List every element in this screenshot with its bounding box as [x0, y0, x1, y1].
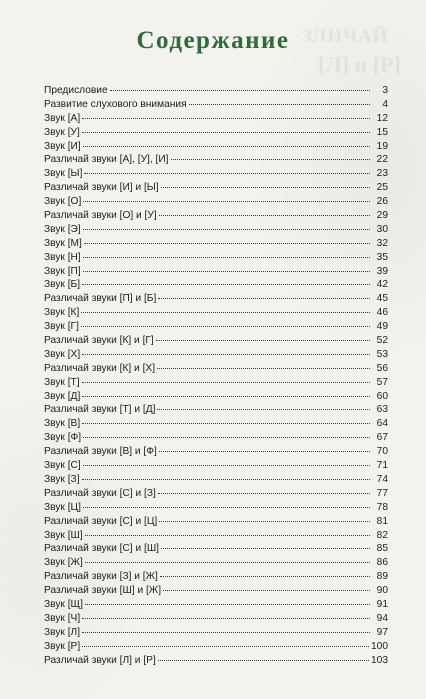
toc-entry-page: 97 [376, 626, 388, 638]
toc-entry [44, 542, 388, 556]
toc-entry-label: Различай звуки [В] и [Ф] [44, 446, 157, 458]
toc-entry-label: Звук [О] [44, 196, 82, 208]
toc-entry [44, 112, 388, 126]
toc-entry [44, 501, 388, 515]
toc-entry-label: Звук [А] [44, 112, 81, 124]
dot-leader [83, 145, 370, 147]
toc-entry [44, 445, 388, 459]
dot-leader [83, 506, 370, 508]
toc-entry [44, 334, 388, 348]
dot-leader [83, 464, 370, 466]
toc-entry-page: 71 [376, 460, 388, 472]
bleed-through-text: ЗЛИЧАЙ [302, 26, 389, 47]
toc-entry-label: Звук [Ш] [44, 529, 83, 541]
toc-entry-page: 70 [376, 446, 388, 458]
dot-leader [160, 575, 370, 577]
dot-leader [189, 103, 370, 105]
toc-entry-label: Различай звуки [Т] и [Д] [44, 404, 156, 416]
dot-leader [159, 520, 370, 522]
toc-entry-label: Звук [Ж] [44, 557, 83, 569]
toc-entry-label: Предисловие [44, 85, 108, 96]
toc-entry-label: Звук [Щ] [44, 598, 83, 610]
toc-entry-page: 23 [376, 168, 388, 180]
toc-entry-page: 100 [371, 640, 388, 652]
toc-entry-label: Различай звуки [К] и [Г] [44, 335, 154, 347]
toc-entry-label: Различай звуки [И] и [Ы] [44, 182, 159, 194]
toc-entry [44, 556, 388, 570]
toc-entry-page: 94 [376, 612, 388, 624]
toc-entry-page: 45 [376, 293, 388, 305]
toc-entry-page: 56 [376, 362, 388, 374]
toc-entry-label: Звук [Н] [44, 251, 81, 263]
toc-entry [44, 251, 388, 265]
toc-entry-page: 19 [376, 140, 388, 152]
toc-entry-page: 89 [376, 571, 388, 583]
dot-leader [110, 89, 370, 91]
toc-entry-label: Различай звуки [С] и [З] [44, 487, 156, 499]
dot-leader [85, 603, 370, 605]
toc-entry-page: 86 [376, 557, 388, 569]
toc-entry [44, 362, 388, 376]
toc-entry-label: Звук [К] [44, 307, 80, 319]
toc-entry-label: Звук [Х] [44, 348, 81, 360]
toc-entry-label: Различай звуки [Ш] и [Ж] [44, 585, 162, 597]
toc-entry [44, 292, 388, 306]
toc-entry [44, 598, 388, 612]
toc-entry [44, 223, 388, 237]
dot-leader [83, 436, 370, 438]
toc-entry-label: Звук [Ы] [44, 168, 83, 180]
toc-entry-label: Звук [Б] [44, 279, 81, 291]
toc-entry [44, 417, 388, 431]
dot-leader [82, 381, 370, 383]
toc-entry-page: 74 [376, 473, 388, 485]
toc-entry [44, 654, 388, 668]
toc-entry-page: 15 [376, 126, 388, 138]
toc-entry-label: Звук [Р] [44, 640, 81, 652]
dot-leader [85, 534, 370, 536]
toc-entry [44, 584, 388, 598]
dot-leader [82, 478, 370, 480]
toc-entry-page: 57 [376, 376, 388, 388]
toc-entry-page: 49 [376, 321, 388, 333]
page-title: Содержание [136, 27, 290, 54]
toc-entry-label: Звук [Ф] [44, 432, 82, 444]
toc-entry-page: 35 [376, 251, 388, 263]
toc-entry [44, 320, 388, 334]
toc-entry [44, 181, 388, 195]
toc-entry-page: 12 [376, 112, 388, 124]
toc-entry-page: 26 [376, 196, 388, 208]
toc-entry [44, 459, 388, 473]
toc-entry [44, 626, 388, 640]
toc-entry-page: 85 [376, 543, 388, 555]
toc-entry-label: Звук [С] [44, 460, 81, 472]
dot-leader [83, 256, 370, 258]
toc-entry [44, 140, 388, 154]
toc-entry-page: 42 [376, 279, 388, 291]
toc-entry-page: 67 [376, 432, 388, 444]
toc-entry [44, 473, 388, 487]
dot-leader [159, 214, 370, 216]
toc-entry-page: 29 [376, 210, 388, 222]
toc-entry-page: 32 [376, 237, 388, 249]
toc-entry-page: 22 [376, 154, 388, 166]
toc-entry-label: Звук [Т] [44, 376, 80, 388]
dot-leader [82, 617, 370, 619]
toc-entry [44, 376, 388, 390]
toc-entry [44, 515, 388, 529]
toc-entry [44, 403, 388, 417]
toc-entry [44, 265, 388, 279]
dot-leader [161, 186, 370, 188]
toc-entry-label: Звук [Ц] [44, 501, 81, 513]
dot-leader [159, 450, 370, 452]
toc-entry-page: 81 [376, 515, 388, 527]
toc-entry-page: 60 [376, 390, 388, 402]
toc-entry-label: Звук [Г] [44, 321, 79, 333]
dot-leader [81, 325, 370, 327]
dot-leader [82, 117, 370, 119]
toc-entry-label: Звук [Л] [44, 626, 81, 638]
toc-entry-page: 63 [376, 404, 388, 416]
dot-leader [82, 631, 370, 633]
toc-entry [44, 195, 388, 209]
dot-leader [158, 297, 370, 299]
dot-leader [82, 395, 370, 397]
bleed-through-text: [Л] и [Р] [318, 52, 401, 77]
dot-leader [158, 659, 369, 661]
dot-leader [82, 283, 370, 285]
toc-entry [44, 570, 388, 584]
toc-entry-page: 82 [376, 529, 388, 541]
toc-entry-page: 91 [376, 598, 388, 610]
toc-entry-label: Различай звуки [О] и [У] [44, 210, 157, 222]
toc-entry [44, 487, 388, 501]
toc-entry-label: Различай звуки [З] и [Ж] [44, 571, 158, 583]
toc-entry-page: 30 [376, 223, 388, 235]
dot-leader [83, 228, 370, 230]
dot-leader [82, 131, 370, 133]
table-of-contents [44, 84, 388, 667]
toc-entry-page: 46 [376, 307, 388, 319]
toc-entry [44, 126, 388, 140]
toc-entry-label: Различай звуки [С] и [Ц] [44, 515, 158, 527]
toc-entry [44, 237, 388, 251]
toc-entry-label: Звук [Д] [44, 390, 81, 402]
dot-leader [157, 367, 370, 369]
toc-entry [44, 153, 388, 167]
toc-entry-page: 53 [376, 348, 388, 360]
toc-entry-page: 103 [371, 654, 388, 666]
toc-entry-label: Различай звуки [К] и [Х] [44, 362, 156, 374]
dot-leader [83, 200, 370, 202]
toc-entry-page: 90 [376, 585, 388, 597]
toc-entry-page: 4 [382, 98, 388, 110]
toc-entry [44, 612, 388, 626]
dot-leader [82, 645, 369, 647]
toc-entry [44, 209, 388, 223]
toc-entry [44, 640, 388, 654]
toc-entry [44, 167, 388, 181]
toc-entry-page: 52 [376, 335, 388, 347]
dot-leader [82, 422, 370, 424]
toc-entry [44, 390, 388, 404]
toc-entry [44, 278, 388, 292]
toc-entry-label: Различай звуки [С] и [Ш] [44, 543, 159, 555]
dot-leader [163, 589, 370, 591]
dot-leader [156, 339, 370, 341]
toc-entry-label: Звук [М] [44, 237, 82, 249]
dot-leader [82, 353, 370, 355]
toc-entry-page: 77 [376, 487, 388, 499]
toc-entry-label: Звук [З] [44, 473, 80, 485]
toc-entry [44, 348, 388, 362]
dot-leader [84, 242, 370, 244]
dot-leader [85, 561, 370, 563]
dot-leader [81, 311, 370, 313]
toc-entry-label: Звук [П] [44, 265, 81, 277]
toc-entry-page: 39 [376, 265, 388, 277]
dot-leader [171, 158, 370, 160]
toc-entry-page: 64 [376, 418, 388, 430]
toc-entry [44, 306, 388, 320]
toc-entry-label: Развитие слухового внимания [44, 98, 187, 110]
toc-entry-label: Различай звуки [Л] и [Р] [44, 654, 156, 666]
dot-leader [84, 172, 370, 174]
toc-entry-label: Различай звуки [П] и [Б] [44, 293, 157, 305]
dot-leader [161, 547, 370, 549]
toc-entry-label: Звук [У] [44, 126, 80, 138]
toc-entry-page: 78 [376, 501, 388, 513]
toc-entry [44, 84, 388, 98]
toc-entry-label: Звук [Э] [44, 223, 81, 235]
toc-entry [44, 431, 388, 445]
toc-entry [44, 98, 388, 112]
toc-entry-label: Звук [В] [44, 418, 81, 430]
toc-entry-label: Различай звуки [А], [У], [И] [44, 154, 169, 166]
toc-entry-label: Звук [Ч] [44, 612, 81, 624]
toc-entry-label: Звук [И] [44, 140, 81, 152]
dot-leader [83, 270, 370, 272]
toc-entry-page: 25 [376, 182, 388, 194]
dot-leader [157, 408, 370, 410]
toc-entry [44, 529, 388, 543]
toc-entry-page: 3 [382, 85, 388, 96]
dot-leader [158, 492, 370, 494]
